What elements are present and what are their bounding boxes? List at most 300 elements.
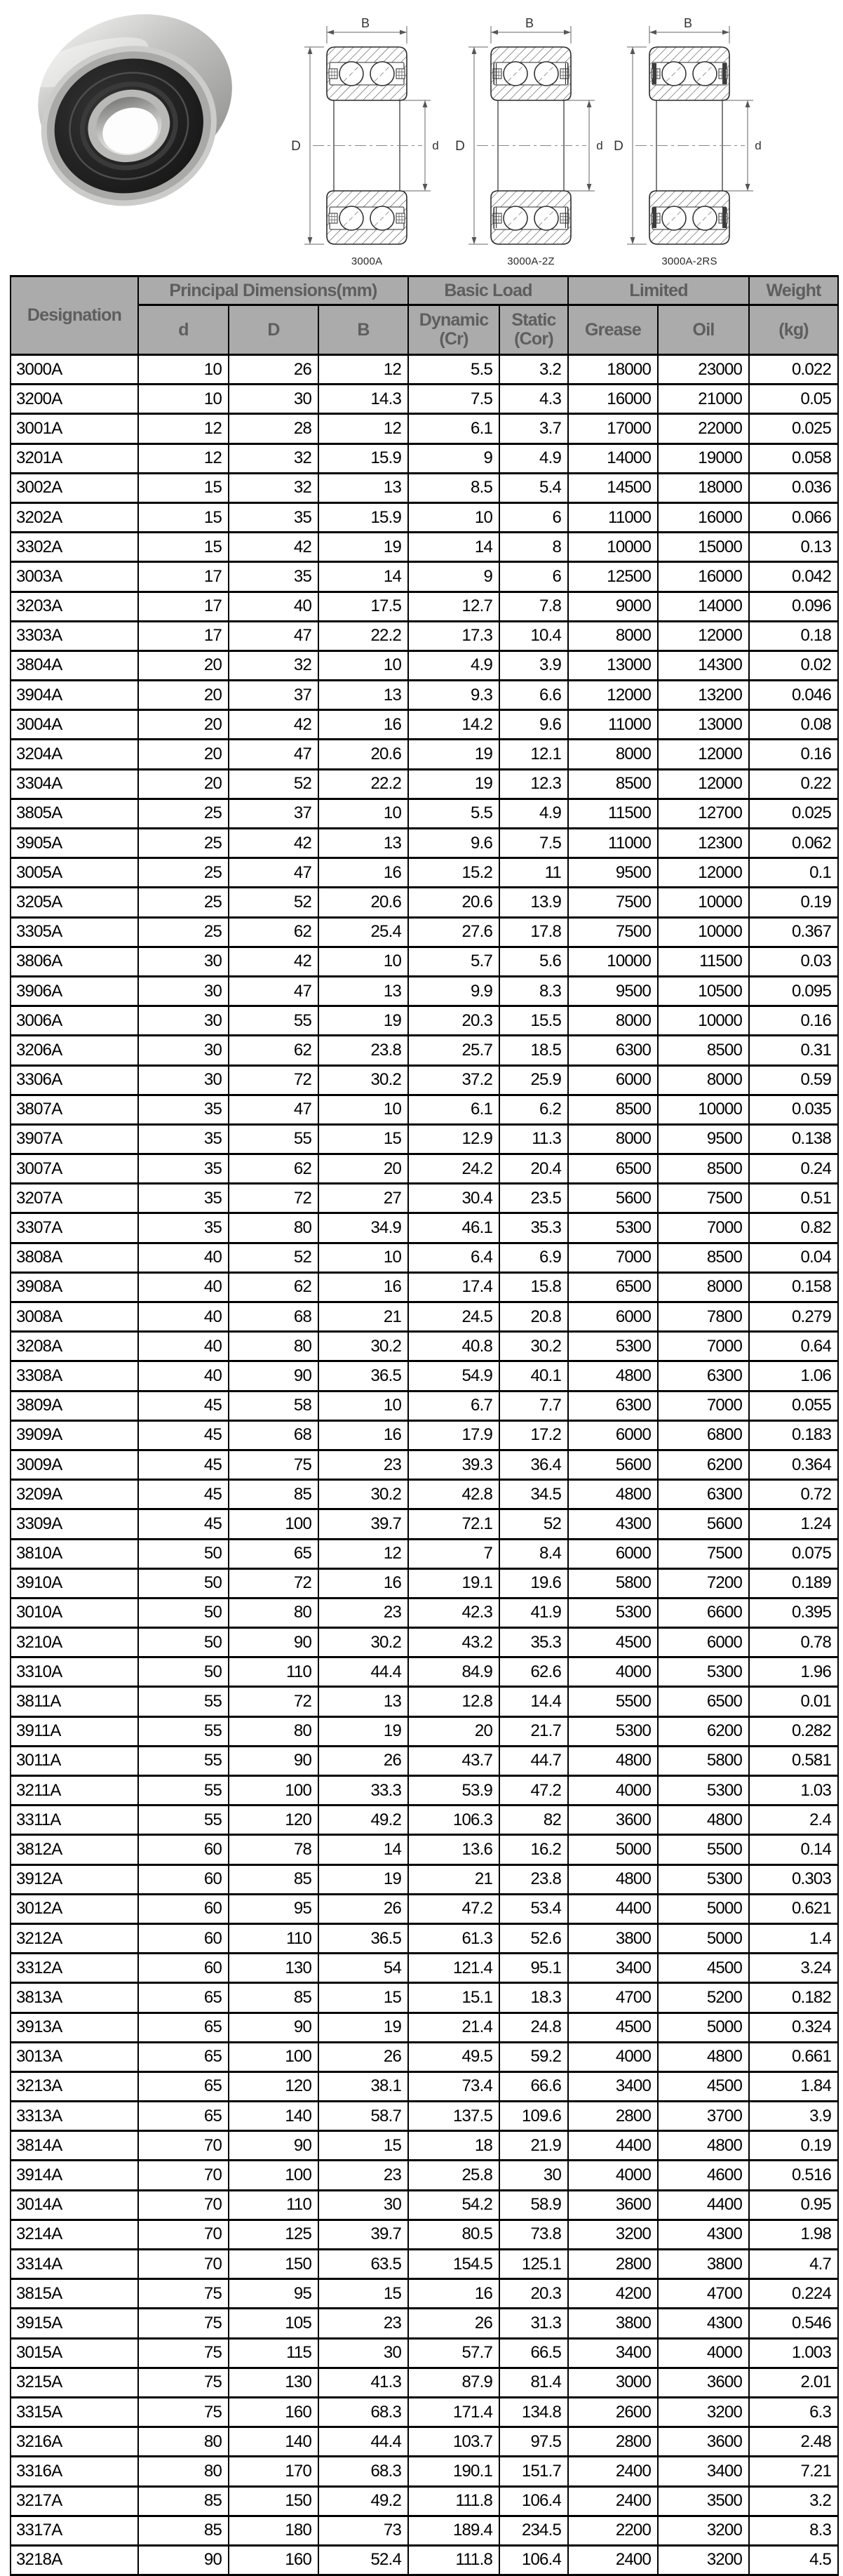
cell-dynamic_cr: 53.9 [408, 1776, 499, 1806]
cell-dynamic_cr: 42.8 [408, 1480, 499, 1509]
table-row [11, 1568, 838, 1598]
cell-static_cor: 3.9 [499, 650, 568, 680]
cell-designation: 3809A [11, 1391, 138, 1420]
column-header-designation: Designation [11, 276, 138, 355]
cell-B: 26 [318, 1894, 408, 1923]
table-row [11, 443, 838, 473]
cell-d: 45 [138, 1391, 229, 1420]
cell-designation: 3006A [11, 1006, 138, 1036]
cell-dynamic_cr: 57.7 [408, 2338, 499, 2368]
cell-static_cor: 41.9 [499, 1598, 568, 1627]
cross-section-drawing-2z [450, 7, 612, 255]
cell-weight_kg: 0.16 [749, 740, 838, 769]
cell-dynamic_cr: 121.4 [408, 1954, 499, 1983]
cell-static_cor: 12.1 [499, 740, 568, 769]
cell-B: 39.7 [318, 1509, 408, 1539]
cell-dynamic_cr: 6.1 [408, 1095, 499, 1124]
cell-designation: 3308A [11, 1361, 138, 1391]
cell-B: 41.3 [318, 2368, 408, 2397]
cell-grease: 11000 [568, 710, 658, 740]
cell-D: 47 [229, 621, 318, 650]
cell-D: 80 [229, 1213, 318, 1243]
cell-B: 30 [318, 2338, 408, 2368]
cell-weight_kg: 1.98 [749, 2220, 838, 2249]
cell-weight_kg: 0.058 [749, 443, 838, 473]
cell-D: 90 [229, 1746, 318, 1775]
cell-D: 47 [229, 858, 318, 888]
cell-oil: 3200 [658, 2516, 749, 2545]
cell-weight_kg: 1.06 [749, 1361, 838, 1391]
cell-designation: 3214A [11, 2220, 138, 2249]
cell-d: 30 [138, 976, 229, 1006]
cell-D: 72 [229, 1687, 318, 1716]
table-row [11, 1598, 838, 1627]
cell-weight_kg: 0.19 [749, 2131, 838, 2161]
cell-oil: 4500 [658, 1954, 749, 1983]
cell-d: 65 [138, 1983, 229, 2013]
table-row [11, 2397, 838, 2427]
cell-dynamic_cr: 8.5 [408, 473, 499, 502]
table-row [11, 1450, 838, 1479]
seal-mark [653, 207, 657, 228]
table-row [11, 2161, 838, 2190]
table-row [11, 829, 838, 858]
cell-static_cor: 15.5 [499, 1006, 568, 1036]
cell-d: 15 [138, 473, 229, 502]
cell-grease: 6000 [568, 1539, 658, 1568]
cell-d: 75 [138, 2338, 229, 2368]
cell-designation: 3914A [11, 2161, 138, 2190]
cell-oil: 16000 [658, 562, 749, 592]
cell-B: 15.9 [318, 443, 408, 473]
cell-oil: 7000 [658, 1213, 749, 1243]
cell-dynamic_cr: 73.4 [408, 2071, 499, 2101]
cell-designation: 3311A [11, 1806, 138, 1835]
cross-section-svg [609, 7, 770, 251]
table-row [11, 355, 838, 385]
cell-D: 170 [229, 2457, 318, 2486]
cell-d: 65 [138, 2013, 229, 2042]
cell-weight_kg: 6.3 [749, 2397, 838, 2427]
cell-weight_kg: 0.282 [749, 1716, 838, 1746]
cell-oil: 3800 [658, 2250, 749, 2279]
cell-grease: 8500 [568, 769, 658, 799]
cell-weight_kg: 8.3 [749, 2516, 838, 2545]
cell-B: 27 [318, 1184, 408, 1213]
cell-dynamic_cr: 7.5 [408, 385, 499, 414]
cell-dynamic_cr: 9 [408, 562, 499, 592]
cell-oil: 7500 [658, 1184, 749, 1213]
cell-D: 68 [229, 1420, 318, 1450]
cell-static_cor: 4.3 [499, 385, 568, 414]
cell-grease: 4500 [568, 1628, 658, 1657]
cell-D: 75 [229, 1450, 318, 1479]
cell-static_cor: 18.3 [499, 1983, 568, 2013]
table-row [11, 2368, 838, 2397]
cell-weight_kg: 0.303 [749, 1864, 838, 1894]
table-row [11, 1391, 838, 1420]
cell-d: 65 [138, 2071, 229, 2101]
cell-weight_kg: 0.158 [749, 1272, 838, 1302]
cell-grease: 4000 [568, 1776, 658, 1806]
cell-weight_kg: 0.046 [749, 681, 838, 710]
cell-oil: 3500 [658, 2486, 749, 2516]
cell-weight_kg: 3.9 [749, 2102, 838, 2131]
cell-designation: 3907A [11, 1124, 138, 1154]
cell-B: 44.4 [318, 2427, 408, 2457]
cell-d: 40 [138, 1272, 229, 1302]
cell-oil: 6500 [658, 1687, 749, 1716]
cell-dynamic_cr: 9.6 [408, 829, 499, 858]
table-row [11, 385, 838, 414]
cell-designation: 3806A [11, 947, 138, 976]
cell-static_cor: 7.7 [499, 1391, 568, 1420]
table-row [11, 976, 838, 1006]
dim-label-outer-diameter: D [455, 139, 465, 154]
cell-designation: 3913A [11, 2013, 138, 2042]
cell-designation: 3002A [11, 473, 138, 502]
cell-weight_kg: 0.062 [749, 829, 838, 858]
cell-B: 26 [318, 1746, 408, 1775]
cell-grease: 3400 [568, 2338, 658, 2368]
cell-static_cor: 11 [499, 858, 568, 888]
cell-static_cor: 30.2 [499, 1332, 568, 1361]
cell-D: 125 [229, 2220, 318, 2249]
cell-designation: 3014A [11, 2190, 138, 2220]
cell-designation: 3205A [11, 888, 138, 917]
cell-grease: 5800 [568, 1568, 658, 1598]
cell-d: 35 [138, 1184, 229, 1213]
cell-oil: 3700 [658, 2102, 749, 2131]
cell-static_cor: 40.1 [499, 1361, 568, 1391]
cell-designation: 3011A [11, 1746, 138, 1775]
cell-static_cor: 106.4 [499, 2486, 568, 2516]
cell-static_cor: 53.4 [499, 1894, 568, 1923]
table-row [11, 2042, 838, 2071]
cell-grease: 5600 [568, 1184, 658, 1213]
cell-D: 78 [229, 1835, 318, 1864]
cell-dynamic_cr: 13.6 [408, 1835, 499, 1864]
cell-weight_kg: 0.01 [749, 1687, 838, 1716]
cell-designation: 3210A [11, 1628, 138, 1657]
cell-dynamic_cr: 9 [408, 443, 499, 473]
cell-weight_kg: 0.18 [749, 621, 838, 650]
cell-d: 25 [138, 858, 229, 888]
cell-dynamic_cr: 9.9 [408, 976, 499, 1006]
table-row [11, 1480, 838, 1509]
cell-D: 140 [229, 2102, 318, 2131]
cell-static_cor: 18.5 [499, 1036, 568, 1065]
cell-oil: 4800 [658, 2131, 749, 2161]
cell-D: 80 [229, 1332, 318, 1361]
cell-designation: 3012A [11, 1894, 138, 1923]
cell-d: 50 [138, 1539, 229, 1568]
cell-static_cor: 13.9 [499, 888, 568, 917]
cell-oil: 4400 [658, 2190, 749, 2220]
table-row [11, 1864, 838, 1894]
cell-static_cor: 52 [499, 1509, 568, 1539]
cell-B: 16 [318, 858, 408, 888]
cell-designation: 3317A [11, 2516, 138, 2545]
table-row [11, 1154, 838, 1184]
cell-dynamic_cr: 9.3 [408, 681, 499, 710]
cell-designation: 3302A [11, 533, 138, 562]
cell-oil: 5200 [658, 1983, 749, 2013]
cell-designation: 3304A [11, 769, 138, 799]
cell-weight_kg: 0.16 [749, 1006, 838, 1036]
cell-weight_kg: 0.025 [749, 414, 838, 443]
cell-static_cor: 62.6 [499, 1657, 568, 1687]
table-row [11, 1036, 838, 1065]
cell-B: 30.2 [318, 1628, 408, 1657]
cell-dynamic_cr: 24.2 [408, 1154, 499, 1184]
cell-oil: 5000 [658, 1894, 749, 1923]
cage-mark [329, 69, 337, 79]
cell-D: 72 [229, 1568, 318, 1598]
cell-designation: 3000A [11, 355, 138, 385]
cell-D: 52 [229, 1243, 318, 1272]
cross-section-drawing-open [286, 7, 447, 255]
cell-dynamic_cr: 190.1 [408, 2457, 499, 2486]
table-row [11, 562, 838, 592]
cell-dynamic_cr: 6.7 [408, 1391, 499, 1420]
cell-d: 35 [138, 1213, 229, 1243]
cell-weight_kg: 0.78 [749, 1628, 838, 1657]
cell-dynamic_cr: 15.1 [408, 1983, 499, 2013]
cell-static_cor: 97.5 [499, 2427, 568, 2457]
cell-grease: 3400 [568, 1954, 658, 1983]
cell-static_cor: 35.3 [499, 1213, 568, 1243]
cell-grease: 13000 [568, 650, 658, 680]
cell-designation: 3200A [11, 385, 138, 414]
cell-dynamic_cr: 17.9 [408, 1420, 499, 1450]
cell-grease: 5300 [568, 1716, 658, 1746]
cell-D: 35 [229, 502, 318, 532]
table-row [11, 681, 838, 710]
table-row [11, 2486, 838, 2516]
cell-grease: 12500 [568, 562, 658, 592]
table-row [11, 1776, 838, 1806]
cell-B: 10 [318, 947, 408, 976]
cell-static_cor: 36.4 [499, 1450, 568, 1479]
table-row [11, 502, 838, 532]
cell-dynamic_cr: 80.5 [408, 2220, 499, 2249]
cell-oil: 6200 [658, 1716, 749, 1746]
cell-D: 30 [229, 385, 318, 414]
cell-D: 42 [229, 710, 318, 740]
cell-oil: 3400 [658, 2457, 749, 2486]
cell-designation: 3208A [11, 1332, 138, 1361]
cell-static_cor: 125.1 [499, 2250, 568, 2279]
cell-dynamic_cr: 6.1 [408, 414, 499, 443]
cell-B: 16 [318, 1420, 408, 1450]
cell-d: 55 [138, 1806, 229, 1835]
cell-d: 20 [138, 740, 229, 769]
cell-D: 95 [229, 2279, 318, 2309]
cell-oil: 10000 [658, 888, 749, 917]
cell-d: 70 [138, 2131, 229, 2161]
table-row [11, 1539, 838, 1568]
cell-D: 68 [229, 1302, 318, 1332]
cell-D: 100 [229, 1776, 318, 1806]
cell-dynamic_cr: 103.7 [408, 2427, 499, 2457]
cell-D: 150 [229, 2486, 318, 2516]
cell-weight_kg: 0.08 [749, 710, 838, 740]
cell-dynamic_cr: 21 [408, 1864, 499, 1894]
cell-B: 10 [318, 1391, 408, 1420]
cell-B: 16 [318, 710, 408, 740]
cell-d: 35 [138, 1095, 229, 1124]
cell-static_cor: 30 [499, 2161, 568, 2190]
cell-designation: 3309A [11, 1509, 138, 1539]
cell-grease: 14000 [568, 443, 658, 473]
cell-D: 28 [229, 414, 318, 443]
cell-dynamic_cr: 40.8 [408, 1332, 499, 1361]
column-header-width: B [318, 305, 408, 355]
cell-dynamic_cr: 54.9 [408, 1361, 499, 1391]
cell-B: 19 [318, 1006, 408, 1036]
cell-grease: 6000 [568, 1302, 658, 1332]
cell-D: 100 [229, 2042, 318, 2071]
cell-weight_kg: 0.82 [749, 1213, 838, 1243]
cell-weight_kg: 7.21 [749, 2457, 838, 2486]
cell-weight_kg: 0.72 [749, 1480, 838, 1509]
cell-oil: 19000 [658, 443, 749, 473]
cell-d: 20 [138, 769, 229, 799]
cell-weight_kg: 0.224 [749, 2279, 838, 2309]
cell-dynamic_cr: 106.3 [408, 1806, 499, 1835]
cell-oil: 6200 [658, 1450, 749, 1479]
cell-weight_kg: 0.183 [749, 1420, 838, 1450]
cell-grease: 8500 [568, 1095, 658, 1124]
cell-weight_kg: 1.84 [749, 2071, 838, 2101]
cell-d: 75 [138, 2368, 229, 2397]
cell-d: 35 [138, 1154, 229, 1184]
cell-oil: 5300 [658, 1776, 749, 1806]
cell-designation: 3804A [11, 650, 138, 680]
cell-static_cor: 66.6 [499, 2071, 568, 2101]
cell-oil: 5600 [658, 1509, 749, 1539]
cell-weight_kg: 0.64 [749, 1332, 838, 1361]
cell-designation: 3001A [11, 414, 138, 443]
table-row [11, 2279, 838, 2309]
cell-d: 60 [138, 1864, 229, 1894]
cell-D: 120 [229, 2071, 318, 2101]
cell-weight_kg: 0.066 [749, 502, 838, 532]
cell-designation: 3805A [11, 799, 138, 828]
cell-weight_kg: 0.035 [749, 1095, 838, 1124]
table-row [11, 1954, 838, 1983]
cell-B: 73 [318, 2516, 408, 2545]
cell-d: 80 [138, 2427, 229, 2457]
cell-d: 10 [138, 355, 229, 385]
cell-static_cor: 6.9 [499, 1243, 568, 1272]
cell-oil: 4800 [658, 2042, 749, 2071]
cell-B: 30 [318, 2190, 408, 2220]
cell-D: 42 [229, 533, 318, 562]
table-row [11, 740, 838, 769]
cell-weight_kg: 2.4 [749, 1806, 838, 1835]
cell-d: 50 [138, 1657, 229, 1687]
cell-weight_kg: 0.324 [749, 2013, 838, 2042]
cell-weight_kg: 0.95 [749, 2190, 838, 2220]
cell-designation: 3303A [11, 621, 138, 650]
cell-static_cor: 6.2 [499, 1095, 568, 1124]
cell-grease: 2800 [568, 2102, 658, 2131]
cell-weight_kg: 2.01 [749, 2368, 838, 2397]
cell-d: 30 [138, 1065, 229, 1095]
dim-label-bore: d [596, 139, 603, 152]
cell-B: 19 [318, 1716, 408, 1746]
cell-D: 110 [229, 1923, 318, 1953]
cell-weight_kg: 0.24 [749, 1154, 838, 1184]
cell-dynamic_cr: 17.4 [408, 1272, 499, 1302]
cell-B: 30.2 [318, 1480, 408, 1509]
cell-designation: 3003A [11, 562, 138, 592]
cell-B: 23 [318, 2309, 408, 2338]
cell-designation: 3908A [11, 1272, 138, 1302]
cell-d: 60 [138, 1923, 229, 1953]
cell-D: 55 [229, 1006, 318, 1036]
table-row [11, 1835, 838, 1864]
cell-static_cor: 20.4 [499, 1154, 568, 1184]
cell-grease: 4300 [568, 1509, 658, 1539]
cell-B: 34.9 [318, 1213, 408, 1243]
cell-static_cor: 3.2 [499, 355, 568, 385]
cell-d: 12 [138, 443, 229, 473]
cell-B: 68.3 [318, 2397, 408, 2427]
cell-grease: 5300 [568, 1598, 658, 1627]
cell-D: 62 [229, 1036, 318, 1065]
cell-oil: 4800 [658, 1806, 749, 1835]
cell-oil: 4500 [658, 2071, 749, 2101]
cell-grease: 4800 [568, 1746, 658, 1775]
cell-static_cor: 81.4 [499, 2368, 568, 2397]
hero-section [0, 0, 843, 275]
cell-dynamic_cr: 14 [408, 533, 499, 562]
cell-D: 37 [229, 799, 318, 828]
dim-label-outer-diameter: D [614, 139, 623, 154]
cell-oil: 6300 [658, 1361, 749, 1391]
table-row [11, 2516, 838, 2545]
cell-designation: 3306A [11, 1065, 138, 1095]
cell-dynamic_cr: 43.7 [408, 1746, 499, 1775]
cell-B: 16 [318, 1568, 408, 1598]
cell-weight_kg: 2.48 [749, 2427, 838, 2457]
cell-dynamic_cr: 43.2 [408, 1628, 499, 1657]
cell-oil: 4700 [658, 2279, 749, 2309]
table-body [11, 355, 838, 2575]
cell-static_cor: 4.9 [499, 799, 568, 828]
cross-section-svg [286, 7, 447, 251]
cell-B: 13 [318, 976, 408, 1006]
cell-B: 49.2 [318, 1806, 408, 1835]
cell-B: 23 [318, 1598, 408, 1627]
cell-B: 58.7 [318, 2102, 408, 2131]
diagram-caption: 3000A-2RS [661, 255, 717, 267]
cell-dynamic_cr: 15.2 [408, 858, 499, 888]
cell-dynamic_cr: 4.9 [408, 650, 499, 680]
cell-weight_kg: 0.364 [749, 1450, 838, 1479]
seal-mark [722, 207, 727, 228]
cell-d: 45 [138, 1509, 229, 1539]
table-row [11, 2071, 838, 2101]
cell-static_cor: 21.9 [499, 2131, 568, 2161]
cell-d: 70 [138, 2161, 229, 2190]
cell-d: 70 [138, 2220, 229, 2249]
cell-dynamic_cr: 5.5 [408, 799, 499, 828]
cell-designation: 3203A [11, 592, 138, 621]
